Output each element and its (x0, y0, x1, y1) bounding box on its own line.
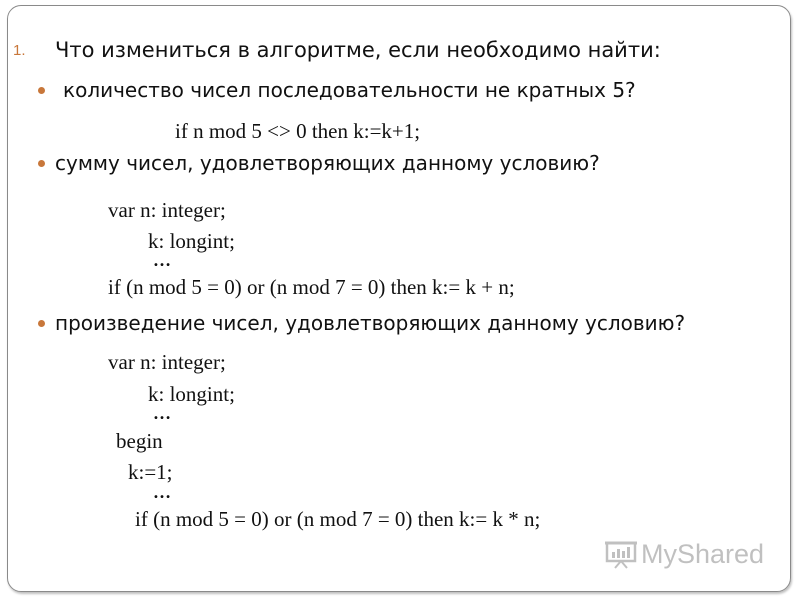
item-number: 1. (13, 42, 26, 59)
question-heading: Что измениться в алгоритме, если необходимо найти: (55, 38, 661, 62)
code-prod-begin: begin (116, 429, 163, 453)
bullet-dot-2 (38, 160, 45, 167)
code-sum-var: var n: integer; (108, 198, 226, 222)
code-prod-init: k:=1; (128, 460, 173, 484)
bullet-text-sum: сумму чисел, удовлетворяющих данному условию? (55, 151, 600, 175)
bullet-text-product: произведение чисел, удовлетворяющих данному условию? (55, 311, 686, 335)
bullet-text-count: количество чисел последовательности не кратных 5? (63, 78, 636, 102)
watermark (605, 537, 764, 571)
code-line-count: if n mod 5 <> 0 then k:=k+1; (175, 119, 421, 143)
bullet-dot-3 (38, 320, 45, 327)
bullet-dot-1 (38, 87, 45, 94)
watermark-text: MyShared (641, 538, 765, 569)
code-prod-ellipsis-1: … (153, 403, 169, 423)
code-prod-ellipsis-2: … (153, 482, 169, 502)
code-sum-if: if (n mod 5 = 0) or (n mod 7 = 0) then k:= k + n; (108, 275, 515, 299)
code-prod-decl: k: longint; (148, 382, 235, 406)
presentation-board-icon (605, 539, 637, 569)
code-sum-ellipsis: … (153, 250, 169, 270)
code-prod-if: if (n mod 5 = 0) or (n mod 7 = 0) then k:= k * n; (135, 507, 541, 531)
code-prod-var: var n: integer; (108, 350, 226, 374)
code-sum-decl: k: longint; (148, 229, 235, 253)
